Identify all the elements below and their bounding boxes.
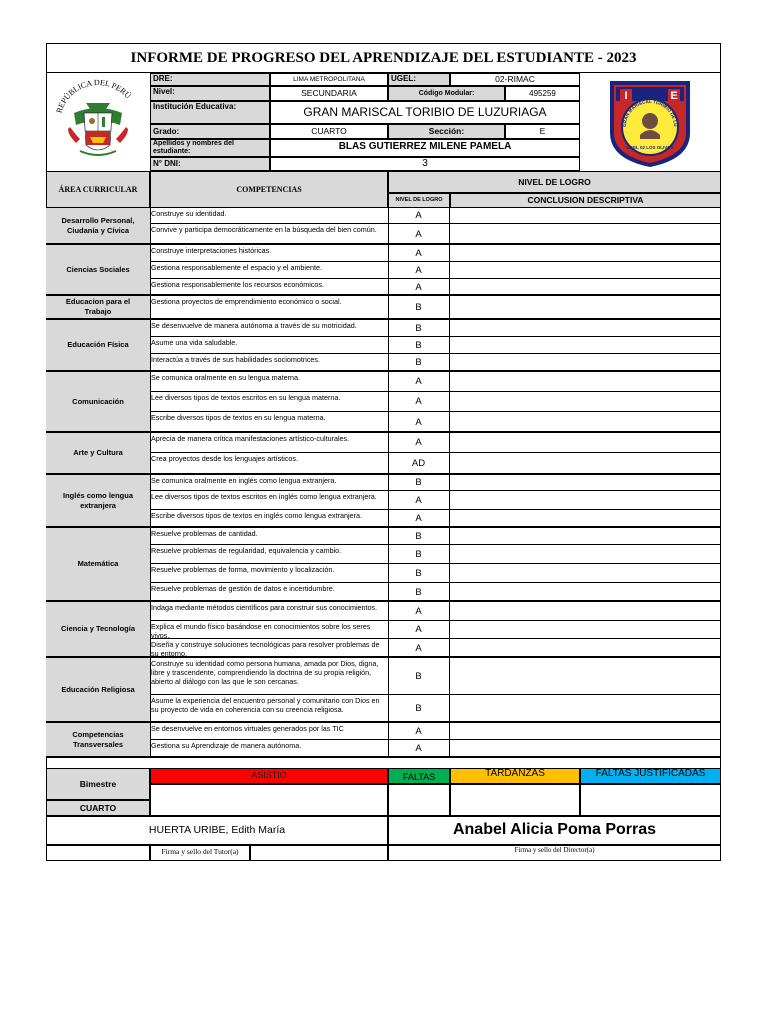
competency-text: Resuelve problemas de forma, movimiento y localización. xyxy=(151,565,335,574)
conclusion-cell[interactable] xyxy=(450,224,721,245)
faltas-header: FALTAS xyxy=(388,768,450,784)
seccion-label: Sección: xyxy=(388,124,505,139)
competency-text: Resuelve problemas de cantidad. xyxy=(151,529,258,538)
bimestre-value: CUARTO xyxy=(46,800,150,816)
grade-value: B xyxy=(415,323,422,334)
justificadas-header: FALTAS JUSTIFICADAS xyxy=(580,768,721,784)
conclusion-cell[interactable] xyxy=(450,354,721,372)
competency-text: Escribe diversos tipos de textos en inglés como lengua extranjera. xyxy=(151,511,362,520)
grade-value: A xyxy=(415,265,422,276)
conclusion-cell[interactable] xyxy=(450,602,721,621)
competency-text: Gestiona responsablemente los recursos económicos. xyxy=(151,280,324,289)
competency-text: Se desenvuelve en entornos virtuales generados por las TIC xyxy=(151,724,344,733)
grade-value: A xyxy=(415,743,422,754)
codigo-label: Código Modular: xyxy=(388,86,505,101)
competency-text: Construye interpretaciones históricas. xyxy=(151,246,272,255)
area-name: Desarrollo Personal, Ciudanía y Cívica xyxy=(46,208,150,245)
area-name: Matemática xyxy=(46,528,150,602)
competency-text: Diseña y construye soluciones tecnológicas para resolver problemas de su entorno. xyxy=(151,640,380,658)
seccion-value: E xyxy=(505,124,580,139)
competency-text: Lee diversos tipos de textos escritos en inglés como lengua extranjera. xyxy=(151,492,377,501)
nivel-label: Nivel: xyxy=(150,86,270,101)
tutor-signature-box[interactable] xyxy=(250,845,388,861)
area-name: Arte y Cultura xyxy=(46,433,150,475)
peru-logo xyxy=(46,73,150,171)
tutor-caption-spacer xyxy=(46,845,150,861)
codigo-value: 495259 xyxy=(505,86,580,101)
grade-value: B xyxy=(415,568,422,579)
area-name: Ciencia y Tecnología xyxy=(46,602,150,658)
apellidos-value: BLAS GUTIERREZ MILENE PAMELA xyxy=(270,139,580,157)
grade-value: A xyxy=(415,396,422,407)
competency-text: Resuelve problemas de regularidad, equivalencia y cambio. xyxy=(151,546,342,555)
competency-text: Aprecia de manera crítica manifestaciones artístico-culturales. xyxy=(151,434,350,443)
area-name: Educacion para el Trabajo xyxy=(46,296,150,320)
conclusion-cell[interactable] xyxy=(450,658,721,695)
grade-value: B xyxy=(415,531,422,542)
conclusion-cell[interactable] xyxy=(450,392,721,412)
conclusion-cell[interactable] xyxy=(450,433,721,453)
competency-text: Escribe diversos tipos de textos en su lengua materna. xyxy=(151,413,326,422)
faltas-value[interactable] xyxy=(388,784,450,816)
header-conclusion: CONCLUSION DESCRIPTIVA xyxy=(450,193,721,208)
grade-value: B xyxy=(415,671,422,682)
ugel-label: UGEL: xyxy=(388,73,450,86)
conclusion-cell[interactable] xyxy=(450,475,721,491)
competency-text: Interactúa a través de sus habilidades sociomotrices. xyxy=(151,355,320,364)
grid-line xyxy=(449,208,450,758)
asistio-header: ASISTIO xyxy=(150,768,388,784)
dni-label: N° DNI: xyxy=(150,157,270,171)
tutor-name: HUERTA URIBE, Edith María xyxy=(46,816,388,845)
competency-text: Resuelve problemas de gestión de datos e incertidumbre. xyxy=(151,584,335,593)
conclusion-cell[interactable] xyxy=(450,245,721,262)
competency-text: Se comunica oralmente en inglés como lengua extranjera. xyxy=(151,476,337,485)
grade-value: A xyxy=(415,229,422,240)
header-nivel-logro-small: NIVEL DE LOGRO xyxy=(388,193,450,208)
dre-label: DRE: xyxy=(150,73,270,86)
conclusion-cell[interactable] xyxy=(450,723,721,740)
grade-value: B xyxy=(415,340,422,351)
competency-text: Crea proyectos desde los lenguajes artísticos. xyxy=(151,454,299,463)
conclusion-cell[interactable] xyxy=(450,279,721,296)
area-name: Educación Física xyxy=(46,320,150,372)
conclusion-cell[interactable] xyxy=(450,296,721,320)
conclusion-cell[interactable] xyxy=(450,262,721,279)
conclusion-cell[interactable] xyxy=(450,695,721,723)
competency-text: Gestiona su Aprendizaje de manera autónoma. xyxy=(151,741,302,750)
area-name: Educación Religiosa xyxy=(46,658,150,723)
apellidos-label: Apellidos y nombres del estudiante: xyxy=(150,139,270,157)
grade-value: A xyxy=(415,282,422,293)
conclusion-cell[interactable] xyxy=(450,528,721,545)
director-caption: Firma y sello del Director(a) xyxy=(388,845,721,861)
grade-value: A xyxy=(415,643,422,654)
area-name: Comunicación xyxy=(46,372,150,433)
area-name: Inglés como lengua extranjera xyxy=(46,475,150,528)
conclusion-cell[interactable] xyxy=(450,453,721,475)
header-nivel-logro: NIVEL DE LOGRO xyxy=(388,171,721,193)
peru-logo-text: REPÚBLICA DEL PERÚ xyxy=(54,77,133,115)
grade-value: A xyxy=(415,417,422,428)
area-name: Ciencias Sociales xyxy=(46,245,150,296)
crest-ring-text: GRAN MARISCAL TORIBIO DE LU xyxy=(621,98,679,128)
justificadas-value[interactable] xyxy=(580,784,721,816)
competency-text: Asume la experiencia del encuentro personal y comunitario con Dios en su proyecto de vida en coherencia con su creencia religiosa. xyxy=(151,696,380,714)
grade-value: B xyxy=(415,703,422,714)
grade-value: B xyxy=(415,549,422,560)
competency-text: Convive y participa democráticamente en la búsqueda del bien común. xyxy=(151,225,377,234)
grado-label: Grado: xyxy=(150,124,270,139)
report-title: INFORME DE PROGRESO DEL APRENDIZAJE DEL ESTUDIANTE - 2023 xyxy=(46,43,721,73)
header-competencias: COMPETENCIAS xyxy=(150,171,388,208)
grade-value: A xyxy=(415,513,422,524)
crest-letter-i: I xyxy=(624,90,628,102)
conclusion-cell[interactable] xyxy=(450,740,721,758)
asistio-value[interactable] xyxy=(150,784,388,816)
ugel-value: 02-RIMAC xyxy=(450,73,580,86)
conclusion-cell[interactable] xyxy=(450,337,721,354)
peru-coat-of-arms-icon xyxy=(46,73,150,171)
tutor-caption: Firma y sello del Tutor(a) xyxy=(150,845,250,861)
grade-value: A xyxy=(415,624,422,635)
competency-text: Indaga mediante métodos científicos para construir sus conocimientos. xyxy=(151,603,378,612)
conclusion-cell[interactable] xyxy=(450,320,721,337)
conclusion-cell[interactable] xyxy=(450,412,721,433)
tardanzas-value[interactable] xyxy=(450,784,580,816)
grid-line xyxy=(388,208,389,758)
area-name: Competencias Transversales xyxy=(46,723,150,758)
crest-bottom-text: UGEL 02 LOS OLIVOS xyxy=(626,145,674,150)
conclusion-cell[interactable] xyxy=(450,545,721,564)
grade-value: B xyxy=(415,587,422,598)
tardanzas-header: TARDANZAS xyxy=(450,768,580,784)
header-area: ÁREA CURRICULAR xyxy=(46,171,150,208)
conclusion-cell[interactable] xyxy=(450,372,721,392)
conclusion-cell[interactable] xyxy=(450,491,721,510)
grade-value: B xyxy=(415,357,422,368)
grade-value: A xyxy=(415,376,422,387)
institucion-label: Institución Educativa: xyxy=(150,101,270,124)
grade-value: A xyxy=(415,437,422,448)
conclusion-cell[interactable] xyxy=(450,583,721,602)
grade-value: A xyxy=(415,210,422,221)
competency-text: Construye su identidad. xyxy=(151,209,227,218)
competency-text: Se comunica oralmente en su lengua materna. xyxy=(151,373,301,382)
competency-text: Se desenvuelve de manera autónoma a través de su motricidad. xyxy=(151,321,357,330)
dre-value: LIMA METROPOLITANA xyxy=(270,73,388,86)
grade-value: AD xyxy=(411,458,426,469)
grade-value: B xyxy=(415,477,422,488)
grade-value: A xyxy=(415,606,422,617)
conclusion-cell[interactable] xyxy=(450,208,721,224)
conclusion-cell[interactable] xyxy=(450,621,721,639)
director-name: Anabel Alicia Poma Porras xyxy=(388,816,721,845)
grade-value: B xyxy=(415,302,422,313)
conclusion-cell[interactable] xyxy=(450,564,721,583)
grid-line xyxy=(150,208,151,758)
bimestre-label: Bimestre xyxy=(46,768,150,800)
institucion-value: GRAN MARISCAL TORIBIO DE LUZURIAGA xyxy=(270,101,580,124)
conclusion-cell[interactable] xyxy=(450,639,721,658)
nivel-value: SECUNDARIA xyxy=(270,86,388,101)
grado-value: CUARTO xyxy=(270,124,388,139)
competency-text: Asume una vida saludable. xyxy=(151,338,238,347)
competency-text: Gestiona proyectos de emprendimiento económico o social. xyxy=(151,297,342,306)
conclusion-cell[interactable] xyxy=(450,510,721,528)
crest-letter-e: E xyxy=(670,90,678,102)
competency-text: Gestiona responsablemente el espacio y el ambiente. xyxy=(151,263,323,272)
competency-text: Explica el mundo físico basándose en conocimientos sobre los seres vivos. xyxy=(151,622,371,639)
competency-text: Lee diversos tipos de textos escritos en su lengua materna. xyxy=(151,393,341,402)
school-logo xyxy=(580,73,721,171)
grade-value: A xyxy=(415,726,422,737)
grid-line xyxy=(720,208,721,758)
dni-value: 3 xyxy=(270,157,580,171)
competency-text: Construye su identidad como persona humana, amada por Dios, digna, libre y trascendente, comprendiendo la doctrina de su propia religión, abierto al diálogo con las que le son cercanas. xyxy=(151,659,379,686)
school-crest-icon xyxy=(580,73,721,171)
grade-value: A xyxy=(415,248,422,259)
grade-value: A xyxy=(415,495,422,506)
